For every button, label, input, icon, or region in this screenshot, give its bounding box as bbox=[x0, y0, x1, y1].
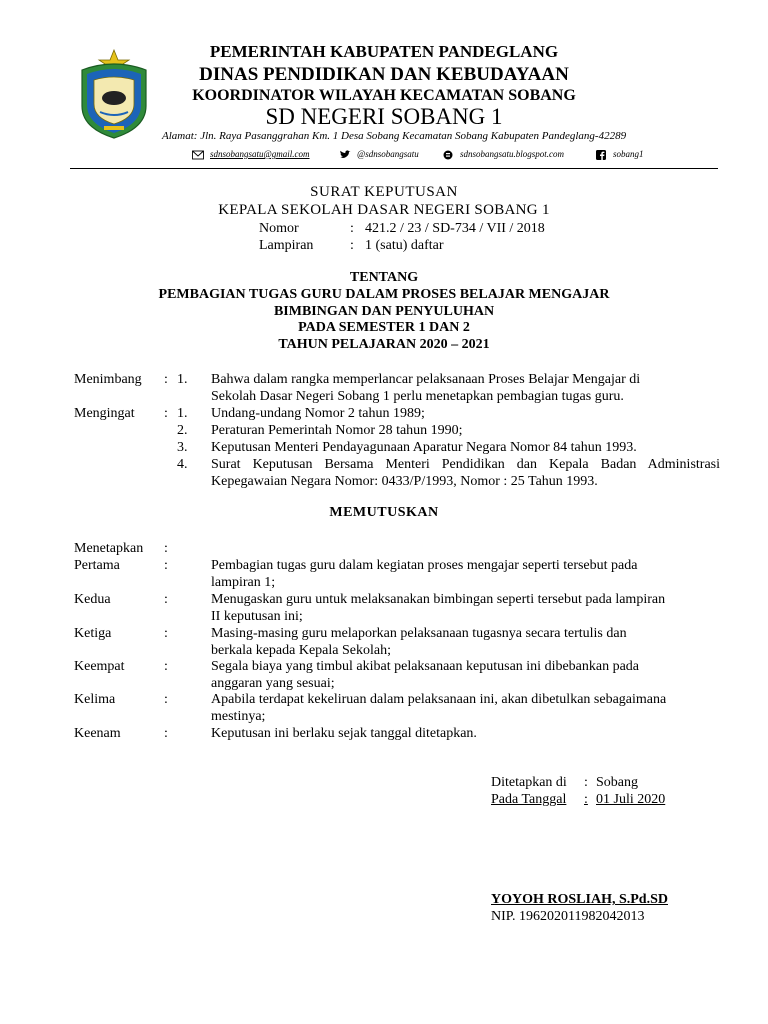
mengingat-num-2: 2. bbox=[177, 423, 188, 438]
decision-colon: : bbox=[164, 558, 168, 573]
tentang-line-3: BIMBINGAN DAN PENYULUHAN bbox=[273, 304, 495, 319]
contact-email[interactable] bbox=[192, 149, 310, 160]
ditetapkan-value: Sobang bbox=[596, 775, 638, 790]
mengingat-num-1: 1. bbox=[177, 406, 188, 421]
decision-text-kedua-2: II keputusan ini; bbox=[211, 609, 303, 624]
decision-text-kelima-2: mestinya; bbox=[211, 709, 266, 724]
tanggal-colon: : bbox=[584, 792, 588, 807]
decision-text-keempat-1: Segala biaya yang timbul akibat pelaksanaan keputusan ini dibebankan pada bbox=[211, 659, 640, 674]
decision-text-ketiga-2: berkala kepada Kepala Sekolah; bbox=[211, 643, 391, 658]
document-subtitle: KEPALA SEKOLAH DASAR NEGERI SOBANG 1 bbox=[218, 202, 550, 218]
signatory-nip: NIP. 196202011982042013 bbox=[491, 909, 645, 924]
nomor-colon: : bbox=[350, 221, 354, 236]
decision-colon: : bbox=[164, 692, 168, 707]
decision-label-ketiga: Ketiga bbox=[74, 626, 112, 641]
decision-label-keenam: Keenam bbox=[74, 726, 121, 741]
kop-line-1: PEMERINTAH KABUPATEN PANDEGLANG bbox=[209, 42, 559, 61]
facebook-icon bbox=[595, 150, 607, 160]
kop-line-2: DINAS PENDIDIKAN DAN KEBUDAYAAN bbox=[199, 64, 569, 85]
decision-text-keempat-2: anggaran yang sesuai; bbox=[211, 676, 335, 691]
mengingat-text-1: Undang-undang Nomor 2 tahun 1989; bbox=[211, 406, 425, 421]
tentang-line-4: PADA SEMESTER 1 DAN 2 bbox=[298, 320, 470, 335]
twitter-icon bbox=[339, 150, 351, 160]
menimbang-text-1: Bahwa dalam rangka memperlancar pelaksanaan Proses Belajar Mengajar di bbox=[211, 372, 641, 387]
decision-text-keenam-1: Keputusan ini berlaku sejak tanggal ditetapkan. bbox=[211, 726, 477, 741]
menetapkan-label: Menetapkan bbox=[74, 541, 144, 556]
mail-icon bbox=[192, 150, 204, 160]
document-title: SURAT KEPUTUSAN bbox=[310, 184, 458, 200]
ditetapkan-colon: : bbox=[584, 775, 588, 790]
decision-label-kedua: Kedua bbox=[74, 592, 111, 607]
mengingat-text-2: Peraturan Pemerintah Nomor 28 tahun 1990; bbox=[211, 423, 463, 438]
decision-colon: : bbox=[164, 626, 168, 641]
school-name: SD NEGERI SOBANG 1 bbox=[265, 104, 503, 129]
contact-facebook[interactable] bbox=[595, 149, 644, 160]
nomor-value: 421.2 / 23 / SD-734 / VII / 2018 bbox=[365, 221, 545, 236]
tentang-line-5: TAHUN PELAJARAN 2020 – 2021 bbox=[278, 337, 490, 352]
mengingat-text-3: Keputusan Menteri Pendayagunaan Aparatur Negara Nomor 84 tahun 1993. bbox=[211, 440, 637, 455]
menetapkan-colon: : bbox=[164, 541, 168, 556]
mengingat-num-4: 4. bbox=[177, 457, 188, 472]
email-link[interactable]: sdnsobangsatu@gmail.com bbox=[210, 149, 310, 159]
kop-line-3: KOORDINATOR WILAYAH KECAMATAN SOBANG bbox=[192, 87, 576, 104]
lampiran-colon: : bbox=[350, 238, 354, 253]
decision-text-ketiga-1: Masing-masing guru melaporkan pelaksanaan tugasnya secara tertulis dan bbox=[211, 626, 627, 641]
decision-label-pertama: Pertama bbox=[74, 558, 120, 573]
mengingat-text-4b: Kepegawaian Negara Nomor: 0433/P/1993, Nomor : 25 Tahun 1993. bbox=[211, 474, 598, 489]
signatory-name: YOYOH ROSLIAH, S.Pd.SD bbox=[491, 892, 668, 907]
blog-url: sdnsobangsatu.blogspot.com bbox=[460, 149, 565, 159]
address: Alamat: Jln. Raya Pasanggrahan Km. 1 Desa Sobang Kecamatan Sobang Kabupaten Pandeglang-42289 bbox=[162, 130, 627, 142]
twitter-handle: @sdnsobangsatu bbox=[357, 149, 419, 159]
decision-colon: : bbox=[164, 726, 168, 741]
decision-text-kedua-1: Menugaskan guru untuk melaksanakan bimbingan seperti tersebut pada lampiran bbox=[211, 592, 666, 607]
mengingat-text-4a: Surat Keputusan Bersama Menteri Pendidikan dan Kepala Badan Administrasi bbox=[211, 457, 720, 472]
facebook-name: sobang1 bbox=[613, 149, 644, 159]
blogger-icon bbox=[442, 150, 454, 160]
decision-text-kelima-1: Apabila terdapat kekeliruan dalam pelaksanaan ini, akan dibetulkan sebagaimana bbox=[211, 692, 667, 707]
decision-label-kelima: Kelima bbox=[74, 692, 116, 707]
tanggal-label: Pada Tanggal bbox=[491, 792, 567, 807]
menimbang-label: Menimbang bbox=[74, 372, 142, 387]
lampiran-value: 1 (satu) daftar bbox=[365, 238, 444, 253]
mengingat-num-3: 3. bbox=[177, 440, 188, 455]
contact-blog[interactable] bbox=[442, 149, 564, 160]
decision-text-pertama-1: Pembagian tugas guru dalam kegiatan proses mengajar seperti tersebut pada bbox=[211, 558, 638, 573]
tentang-heading: TENTANG bbox=[349, 270, 419, 285]
kop-divider bbox=[70, 168, 718, 169]
decision-label-keempat: Keempat bbox=[74, 659, 125, 674]
memutuskan-heading: MEMUTUSKAN bbox=[329, 505, 439, 520]
ditetapkan-label: Ditetapkan di bbox=[491, 775, 567, 790]
contact-twitter[interactable] bbox=[339, 149, 419, 160]
mengingat-label: Mengingat bbox=[74, 406, 135, 421]
tanggal-value: 01 Juli 2020 bbox=[596, 792, 666, 807]
decision-text-pertama-2: lampiran 1; bbox=[211, 575, 276, 590]
menimbang-text-2: Sekolah Dasar Negeri Sobang 1 perlu menetapkan pembagian tugas guru. bbox=[211, 389, 624, 404]
mengingat-colon: : bbox=[164, 406, 168, 421]
nomor-label: Nomor bbox=[259, 221, 299, 236]
menimbang-num: 1. bbox=[177, 372, 188, 387]
menimbang-colon: : bbox=[164, 372, 168, 387]
decision-colon: : bbox=[164, 659, 168, 674]
tentang-line-2: PEMBAGIAN TUGAS GURU DALAM PROSES BELAJAR MENGAJAR bbox=[158, 287, 610, 302]
lampiran-label: Lampiran bbox=[259, 238, 314, 253]
decision-colon: : bbox=[164, 592, 168, 607]
